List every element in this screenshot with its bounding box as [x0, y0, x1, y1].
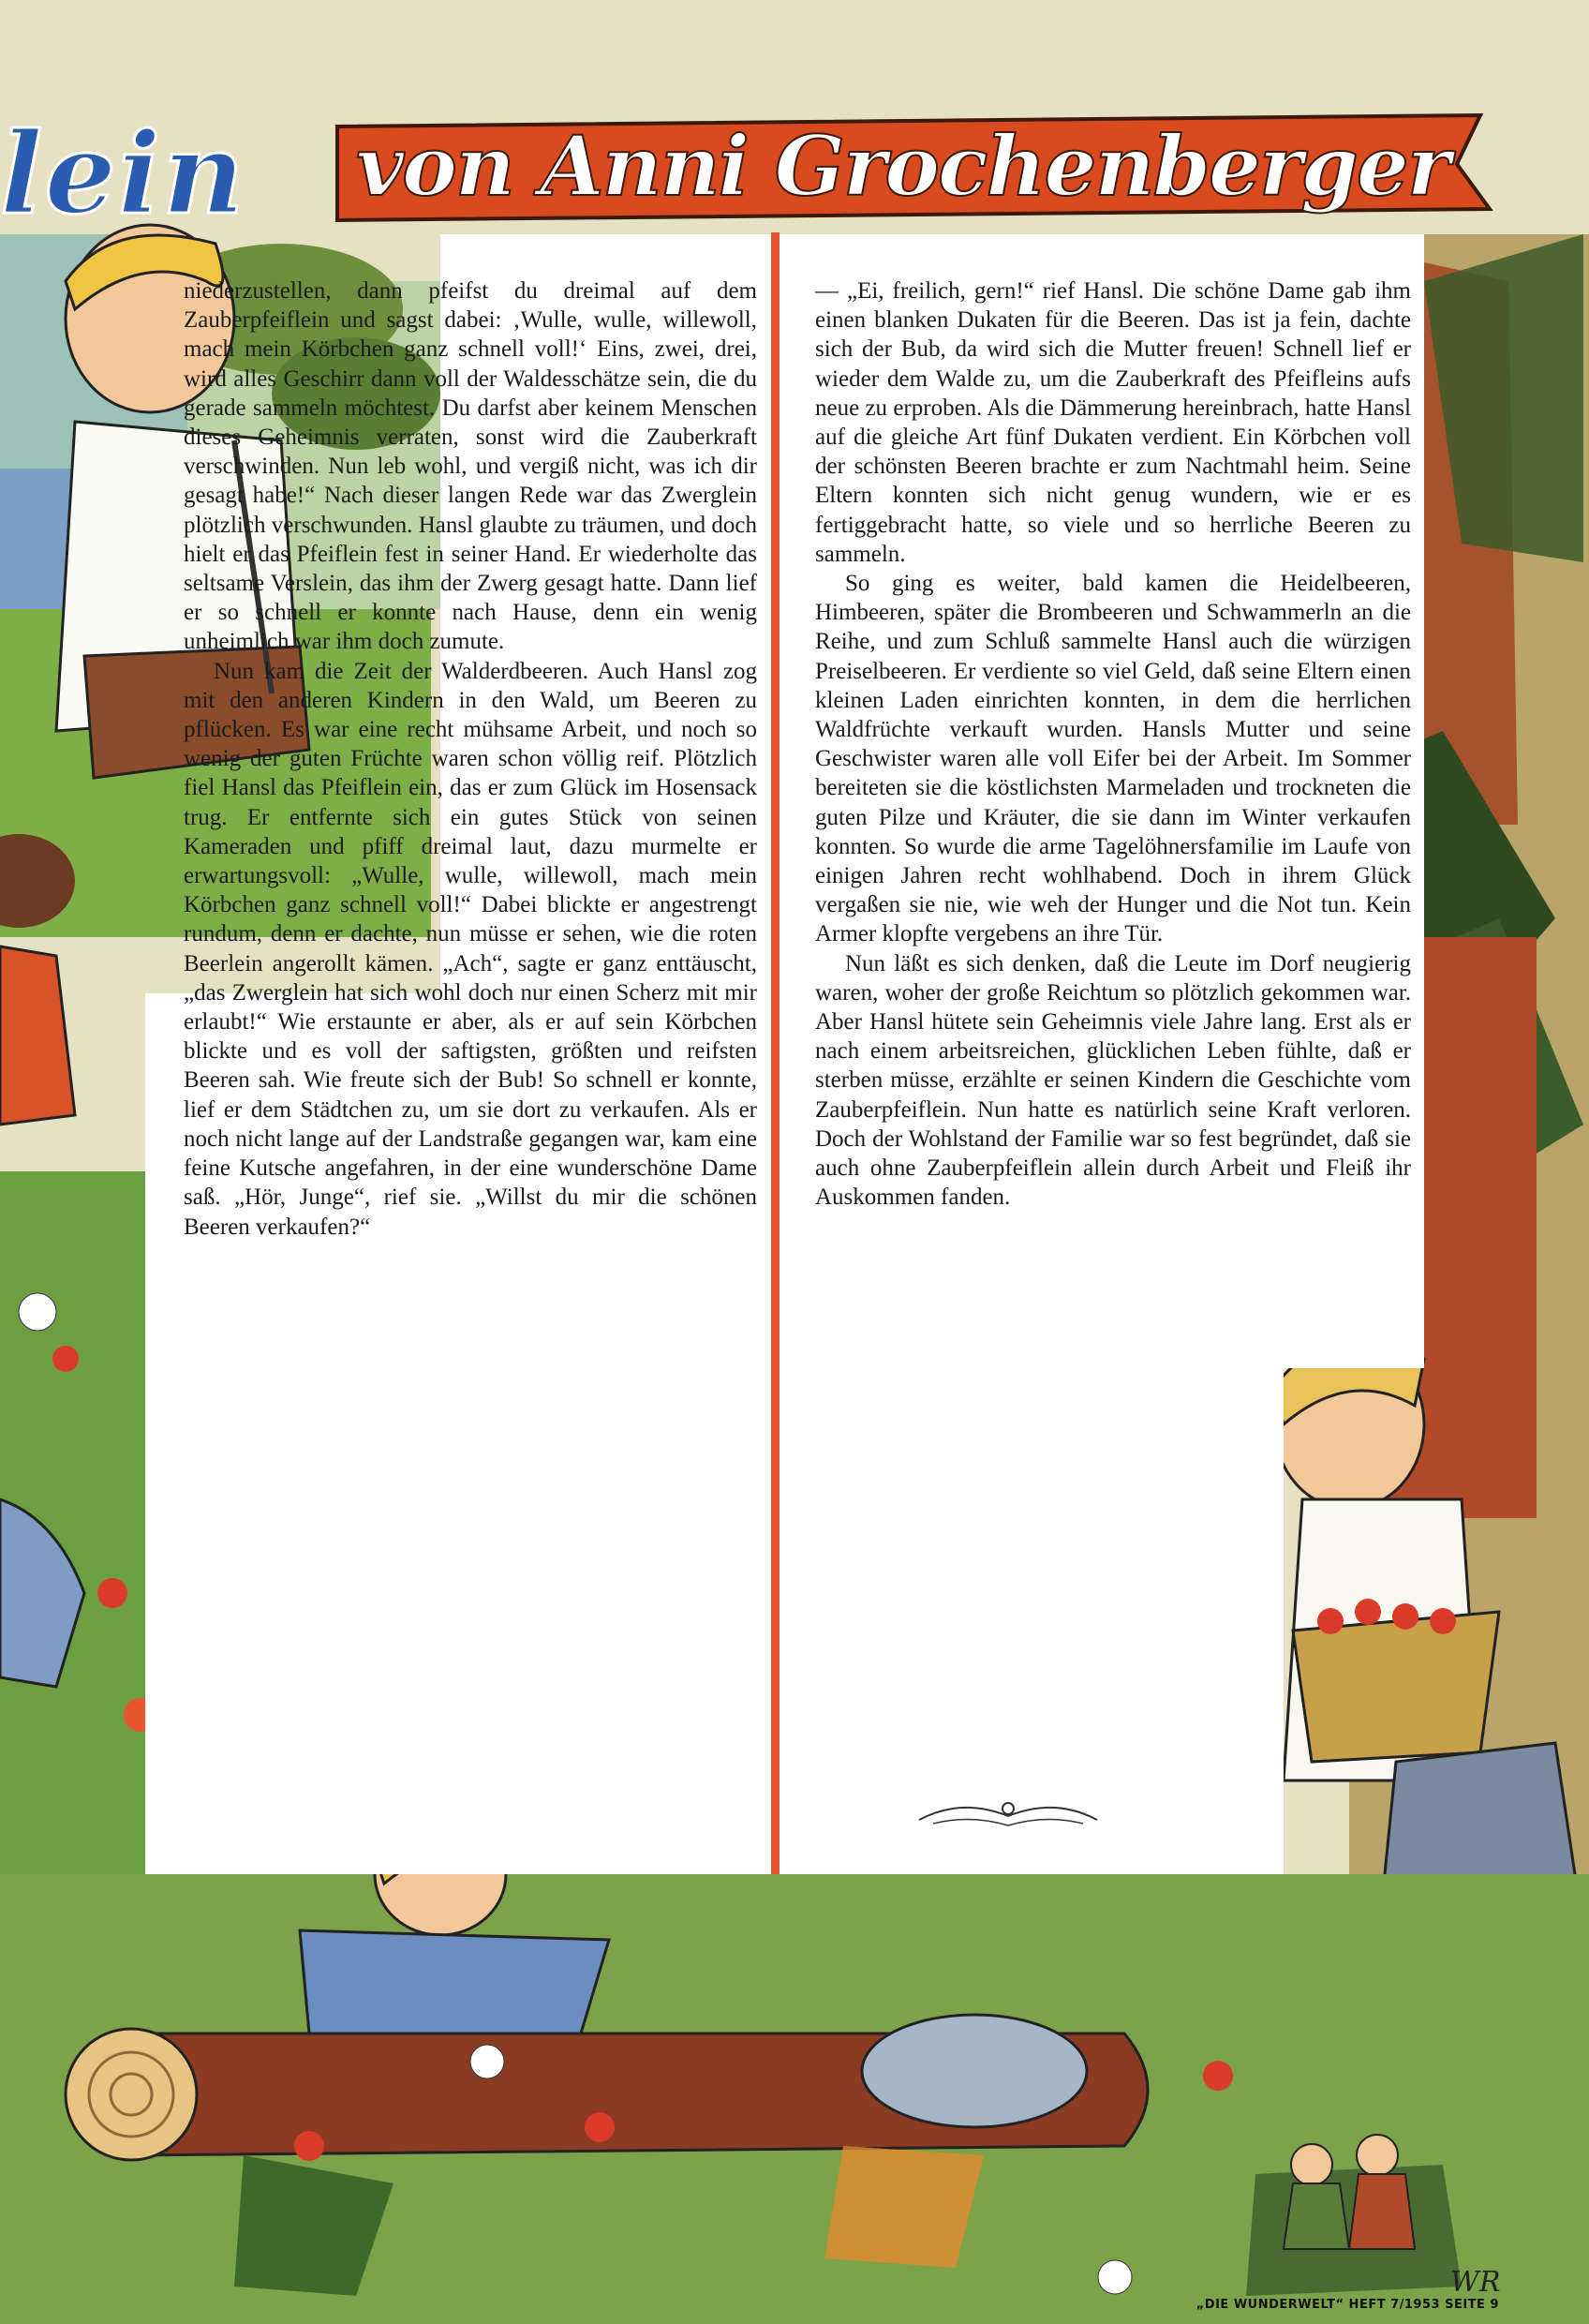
column-divider: [771, 232, 780, 1874]
title-fragment: lein: [0, 108, 246, 240]
paragraph: — „Ei, freilich, gern!“ rief Hansl. Die schöne Dame gab ihm einen blanken Dukaten für die Beeren. Das ist ja fein, dachte sich der Bub, da wird sich die Mutter freuen! Schnell lief er wieder dem Walde zu, um die Zauberkraft des Pfeifleins aufs neue zu erproben. Als die Dämmerung hereinbrach, hatte Hansl auf die gleiche Art fünf Dukaten verdient. Ein Körbchen voll der schönsten Beeren brachte er zum Nachtmahl heim. Seine Eltern konnten sich nicht genug wundern, wie er es fertiggebracht hatte, so viele und so herrliche Beeren zu sammeln.: [815, 278, 1411, 567]
footer-credit: „DIE WUNDERWELT“ HEFT 7/1953 SEITE 9: [1195, 2298, 1499, 2312]
paragraph: So ging es weiter, bald kamen die Heidelbeeren, Himbeeren, später die Brombeeren und Schwammerln an die Reihe, und zum Schluß sammelte Hansl auch die würzigen Preiselbeeren. Er verdiente so viel Geld, daß seine Eltern einen kleinen Laden einrichten konnten, in dem die herrlichen Waldfrüchte verkauft wurden. Hansls Mutter und seine Geschwister waren alle voll Eifer bei der Arbeit. Im Sommer bereiteten sie die köstlichsten Marmeladen und trockneten die guten Pilze und Kräuter, die sie dann im Winter verkaufen konnten. So wurde die arme Tagelöhnersfamilie im Laufe von einigen Jahren recht wohlhabend. Doch in ihrem Glück vergaßen sie nie, wie weh der Hunger und die Not tun. Kein Armer klopfte vergebens an ihre Tür.: [815, 571, 1411, 947]
story-column-right: [815, 276, 1411, 1213]
paragraph-left-1: [0, 276, 757, 657]
paragraph: Nun kam die Zeit der Walderdbeeren. Auch Hansl zog mit den anderen Kindern in den Wald, um Beeren zu pflücken. Es war eine recht mühsame Arbeit, und noch so wenig der guten Früchte waren schon völlig reif. Plötzlich fiel Hansl das Pfeiflein ein, das er zum Glück im Hosensack trug. Er entfernte sich ein gutes Stück von seinen Kameraden und pfiff dreimal laut, dazu murmelte er erwartungsvoll: „Wulle, wulle, willewoll, mach mein Körbchen ganz schnell voll!“ Dabei blickte er angestrengt rundum, denn er dachte, nun müsse er sehen, wie die roten Beerlein angerollt kämen. „Ach“, sagte er ganz enttäuscht, „das Zwerglein hat sich wohl doch nur einen Scherz mit mir erlaubt!“ Wie erstaunte er aber, als er auf sein Körbchen blickte und es voll der saftigsten, größten und reifsten Beeren sah. Wie freute sich der Bub! So schnell er konnte, lief er dem Städtchen zu, um sie dort zu verkaufen. Als er noch nicht lange auf der Landstraße gegangen war, kam eine feine Kutsche angefahren, in der eine wunderschöne Dame saß. „Hör, Junge“, rief sie. „Willst du mir die schönen Beeren verkaufen?“: [184, 658, 757, 1240]
title-banner: [0, 89, 1589, 248]
artist-signature: WR: [1450, 2266, 1501, 2299]
paragraph: niederzustellen, dann pfeifst du dreimal auf dem Zauberpfeiflein und sagst dabei: ‚Wulle, wulle, willewoll, mach mein Körbchen ganz schnell voll!‘ Eins, zwei, drei, wird alles Geschirr dann voll der Waldesschätze sein, die du gerade sammeln möchtest. Du darfst aber keinem Menschen dieses Geheimnis verraten, sonst wird die Zauberkraft verschwinden. Nun leb wohl, und vergiß nicht, was ich dir gesagt habe!“ Nach dieser langen Rede war das Zwerglein plötzlich verschwunden. Hansl glaubte zu träumen, und doch hielt er das Pfeiflein fest in seiner Hand. Er wiederholte das seltsame Verslein, das ihm der Zwerg gesagt hatte. Dann lief er so schnell er konnte nach Hause, denn ein wenig unheimlich war ihm doch zumute.: [184, 278, 757, 655]
author-line: von Anni Grochenberger: [356, 117, 1449, 215]
ornament-flourish: [914, 1788, 1102, 1837]
paragraph: Nun läßt es sich denken, daß die Leute im Dorf neugierig waren, woher der große Reichtum so plötzlich gekommen war. Aber Hansl hütete sein Geheimnis viele Jahre lang. Erst als er nach einem arbeitsreichen, glücklichen Leben fühlte, daß er sterben müsse, erzählte er seinen Kindern die Geschichte vom Zauberpfeiflein. Nun hatte es natürlich seine Kraft verloren. Doch der Wohlstand der Familie war so fest begründet, daß sie auch ohne Zauberpfeiflein allein durch Arbeit und Fleiß ihr Auskommen fanden.: [815, 950, 1411, 1211]
story-column-left: [184, 276, 757, 1242]
